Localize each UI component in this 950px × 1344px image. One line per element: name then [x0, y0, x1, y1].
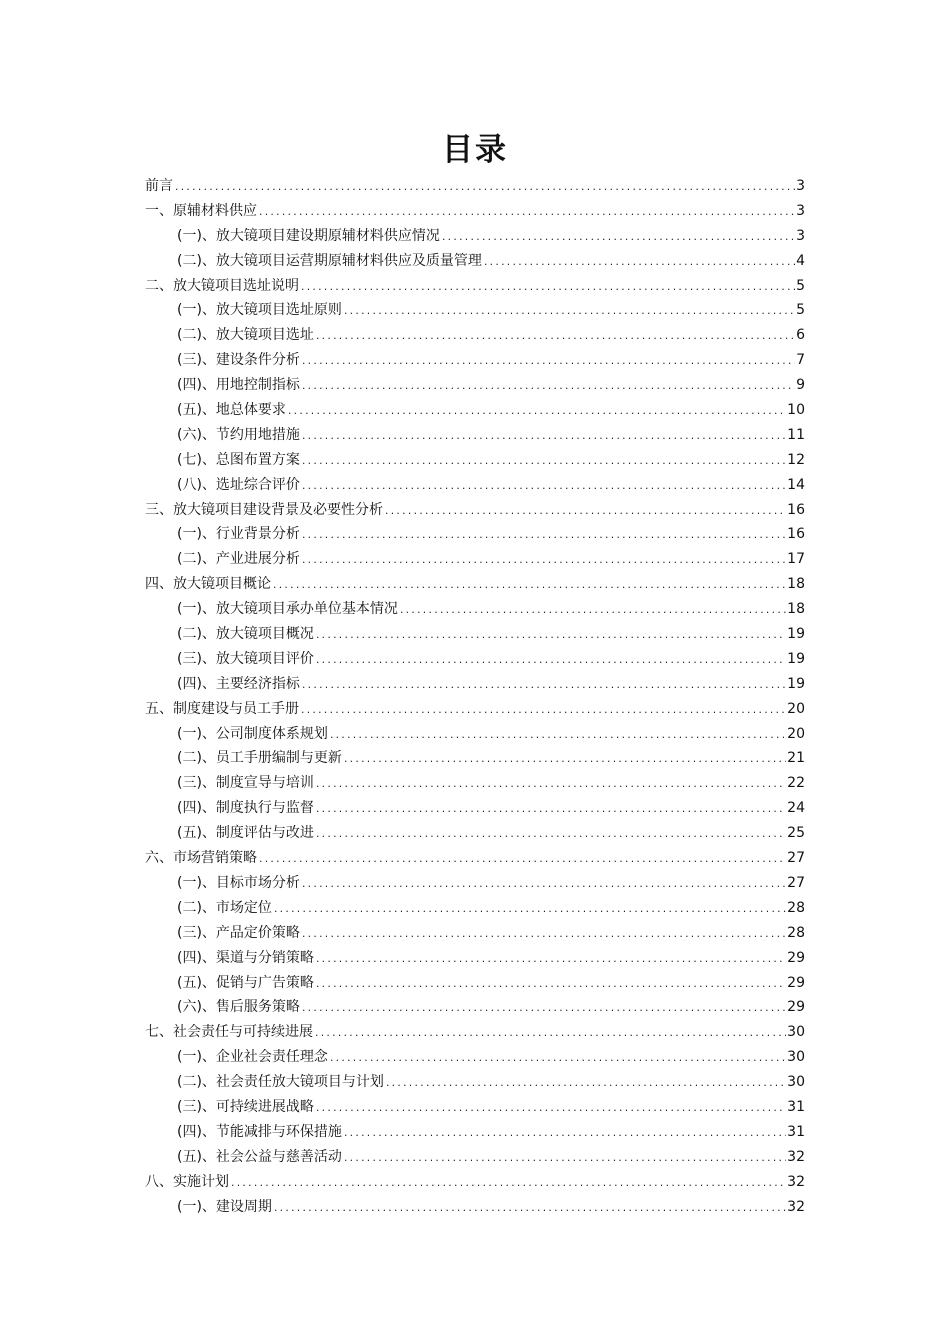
- dot-leader: [301, 475, 786, 500]
- toc-subentry[interactable]: [145, 1045, 805, 1070]
- toc-page-number: 19: [787, 650, 805, 667]
- toc-page-number: 17: [787, 551, 805, 568]
- dot-leader: [287, 400, 786, 425]
- toc-subentry[interactable]: [145, 871, 805, 896]
- toc-page-number: 7: [796, 352, 805, 369]
- toc-subentry[interactable]: [145, 1195, 805, 1220]
- toc-subentry[interactable]: [145, 323, 805, 348]
- toc-entry-label: (一)、建设周期: [177, 1198, 272, 1215]
- toc-entry-label: (一)、放大镜项目建设期原辅材料供应情况: [177, 227, 440, 244]
- toc-subentry[interactable]: [145, 398, 805, 423]
- dot-leader: [399, 599, 786, 624]
- dot-leader: [384, 500, 786, 525]
- dot-leader: [315, 948, 786, 973]
- toc-entry-label: (五)、促销与广告策略: [177, 974, 314, 991]
- toc-entry-label: 一、原辅材料供应: [145, 202, 257, 219]
- dot-leader: [315, 325, 795, 350]
- dot-leader: [315, 649, 786, 674]
- toc-entry[interactable]: [145, 274, 805, 299]
- dot-leader: [315, 973, 786, 998]
- toc-page-number: 9: [796, 377, 805, 394]
- toc-page-number: 32: [787, 1198, 805, 1215]
- toc-subentry[interactable]: [145, 473, 805, 498]
- dot-leader: [272, 574, 786, 599]
- dot-leader: [301, 674, 786, 699]
- toc-entry-label: (五)、地总体要求: [177, 402, 286, 419]
- dot-leader: [441, 226, 795, 251]
- toc-entry-label: (四)、用地控制指标: [177, 377, 300, 394]
- dot-leader: [300, 276, 795, 301]
- toc-subentry[interactable]: [145, 1120, 805, 1145]
- dot-leader: [174, 176, 795, 201]
- toc-entry-label: (二)、社会责任放大镜项目与计划: [177, 1074, 384, 1091]
- toc-subentry[interactable]: [145, 1070, 805, 1095]
- toc-subentry[interactable]: [145, 896, 805, 921]
- dot-leader: [343, 1122, 786, 1147]
- dot-leader: [301, 450, 786, 475]
- page-title: 目录: [442, 132, 508, 168]
- toc-page-number: 20: [787, 700, 805, 717]
- toc-entry[interactable]: [145, 174, 805, 199]
- toc-entry-label: (六)、售后服务策略: [177, 999, 300, 1016]
- toc-page-number: 20: [787, 725, 805, 742]
- toc-entry[interactable]: [145, 1170, 805, 1195]
- dot-leader: [301, 873, 786, 898]
- toc-subentry[interactable]: [145, 647, 805, 672]
- toc-subentry[interactable]: [145, 373, 805, 398]
- toc-entry-label: 五、制度建设与员工手册: [145, 700, 299, 717]
- toc-entry-label: (一)、放大镜项目承办单位基本情况: [177, 601, 398, 618]
- toc-subentry[interactable]: [145, 298, 805, 323]
- toc-entry[interactable]: [145, 846, 805, 871]
- toc-entry-label: 六、市场营销策略: [145, 850, 257, 867]
- toc-subentry[interactable]: [145, 821, 805, 846]
- toc-entry-label: (五)、社会公益与慈善活动: [177, 1148, 342, 1165]
- dot-leader: [258, 848, 786, 873]
- toc-subentry[interactable]: [145, 771, 805, 796]
- toc-page-number: 22: [787, 775, 805, 792]
- dot-leader: [258, 201, 795, 226]
- dot-leader: [343, 748, 786, 773]
- toc-entry-label: (三)、可持续进展战略: [177, 1098, 314, 1115]
- toc-entry[interactable]: [145, 199, 805, 224]
- toc-page-number: 28: [787, 899, 805, 916]
- dot-leader: [300, 699, 786, 724]
- toc-subentry[interactable]: [145, 1145, 805, 1170]
- toc-page-number: 29: [787, 949, 805, 966]
- dot-leader: [343, 1147, 786, 1172]
- toc-page-number: 27: [787, 850, 805, 867]
- toc-page-number: 32: [787, 1173, 805, 1190]
- toc-page-number: 30: [787, 1024, 805, 1041]
- toc-entry-label: (四)、主要经济指标: [177, 675, 300, 692]
- toc-subentry[interactable]: [145, 971, 805, 996]
- toc-entry-label: (二)、员工手册编制与更新: [177, 750, 342, 767]
- toc-entry-label: 七、社会责任与可持续进展: [145, 1024, 313, 1041]
- toc-page-number: 3: [796, 202, 805, 219]
- toc-entry-label: 四、放大镜项目概论: [145, 576, 271, 593]
- toc-subentry[interactable]: [145, 722, 805, 747]
- toc-page-number: 32: [787, 1148, 805, 1165]
- toc-subentry[interactable]: [145, 796, 805, 821]
- toc-subentry[interactable]: [145, 597, 805, 622]
- toc-subentry[interactable]: [145, 672, 805, 697]
- toc-subentry[interactable]: [145, 348, 805, 373]
- toc-entry-label: (四)、制度执行与监督: [177, 800, 314, 817]
- toc-page-number: 19: [787, 675, 805, 692]
- toc-entry-label: (三)、制度宣导与培训: [177, 775, 314, 792]
- toc-page-number: 24: [787, 800, 805, 817]
- toc-entry-label: (一)、放大镜项目选址原则: [177, 302, 342, 319]
- toc-entry[interactable]: [145, 572, 805, 597]
- toc-page-number: 4: [796, 252, 805, 269]
- dot-leader: [273, 1197, 786, 1222]
- toc-page-number: 5: [796, 277, 805, 294]
- toc-entry-label: (二)、放大镜项目概况: [177, 626, 314, 643]
- toc-entry-label: (三)、产品定价策略: [177, 924, 300, 941]
- table-of-contents: [145, 174, 805, 1219]
- dot-leader: [301, 997, 786, 1022]
- dot-leader: [301, 923, 786, 948]
- toc-entry-label: (二)、放大镜项目选址: [177, 327, 314, 344]
- toc-page-number: 10: [787, 402, 805, 419]
- toc-entry-label: (四)、节能减排与环保措施: [177, 1123, 342, 1140]
- dot-leader: [329, 724, 786, 749]
- dot-leader: [301, 350, 795, 375]
- toc-entry-label: (二)、产业进展分析: [177, 551, 300, 568]
- toc-page-number: 30: [787, 1074, 805, 1091]
- toc-entry-label: (一)、行业背景分析: [177, 526, 300, 543]
- toc-subentry[interactable]: [145, 448, 805, 473]
- dot-leader: [483, 251, 795, 276]
- dot-leader: [315, 798, 786, 823]
- toc-page-number: 12: [787, 451, 805, 468]
- toc-page-number: 3: [796, 227, 805, 244]
- toc-entry-label: 二、放大镜项目选址说明: [145, 277, 299, 294]
- toc-subentry[interactable]: [145, 522, 805, 547]
- toc-page-number: 19: [787, 626, 805, 643]
- dot-leader: [314, 1022, 786, 1047]
- toc-page-number: 21: [787, 750, 805, 767]
- toc-entry-label: (七)、总图布置方案: [177, 451, 300, 468]
- dot-leader: [343, 300, 795, 325]
- toc-entry-label: (八)、选址综合评价: [177, 476, 300, 493]
- toc-page-number: 29: [787, 974, 805, 991]
- toc-entry-label: 三、放大镜项目建设背景及必要性分析: [145, 501, 383, 518]
- toc-page-number: 16: [787, 526, 805, 543]
- toc-subentry[interactable]: [145, 921, 805, 946]
- toc-page-number: 25: [787, 825, 805, 842]
- toc-entry-label: (二)、放大镜项目运营期原辅材料供应及质量管理: [177, 252, 482, 269]
- toc-page-number: 5: [796, 302, 805, 319]
- dot-leader: [315, 823, 786, 848]
- toc-page-number: 18: [787, 601, 805, 618]
- toc-entry-label: 前言: [145, 178, 173, 194]
- toc-page-number: 14: [787, 476, 805, 493]
- toc-entry-label: (六)、节约用地措施: [177, 426, 300, 443]
- toc-entry[interactable]: [145, 1020, 805, 1045]
- dot-leader: [385, 1072, 786, 1097]
- toc-subentry[interactable]: [145, 946, 805, 971]
- dot-leader: [301, 425, 786, 450]
- toc-subentry[interactable]: [145, 746, 805, 771]
- toc-subentry[interactable]: [145, 249, 805, 274]
- dot-leader: [273, 898, 786, 923]
- dot-leader: [315, 773, 786, 798]
- toc-page-number: 30: [787, 1049, 805, 1066]
- toc-page-number: 28: [787, 924, 805, 941]
- toc-entry[interactable]: [145, 498, 805, 523]
- toc-entry-label: (二)、市场定位: [177, 899, 272, 916]
- toc-page-number: 11: [787, 426, 805, 443]
- toc-subentry[interactable]: [145, 547, 805, 572]
- toc-entry-label: (三)、建设条件分析: [177, 352, 300, 369]
- toc-entry-label: (三)、放大镜项目评价: [177, 650, 314, 667]
- toc-entry-label: (一)、企业社会责任理念: [177, 1049, 328, 1066]
- dot-leader: [301, 375, 795, 400]
- toc-subentry[interactable]: [145, 995, 805, 1020]
- toc-page-number: 6: [796, 327, 805, 344]
- toc-page-number: 31: [787, 1098, 805, 1115]
- toc-entry-label: (四)、渠道与分销策略: [177, 949, 314, 966]
- toc-page-number: 16: [787, 501, 805, 518]
- toc-entry-label: 八、实施计划: [145, 1173, 229, 1190]
- toc-page-number: 31: [787, 1123, 805, 1140]
- dot-leader: [329, 1047, 786, 1072]
- toc-entry-label: (一)、目标市场分析: [177, 874, 300, 891]
- toc-entry-label: (五)、制度评估与改进: [177, 825, 314, 842]
- dot-leader: [230, 1172, 786, 1197]
- dot-leader: [315, 624, 786, 649]
- dot-leader: [301, 524, 786, 549]
- toc-page-number: 3: [796, 178, 805, 194]
- dot-leader: [301, 549, 786, 574]
- toc-page-number: 27: [787, 874, 805, 891]
- toc-entry-label: (一)、公司制度体系规划: [177, 725, 328, 742]
- toc-subentry[interactable]: [145, 423, 805, 448]
- toc-entry[interactable]: [145, 697, 805, 722]
- toc-page-number: 29: [787, 999, 805, 1016]
- toc-subentry[interactable]: [145, 224, 805, 249]
- toc-subentry[interactable]: [145, 622, 805, 647]
- toc-subentry[interactable]: [145, 1095, 805, 1120]
- dot-leader: [315, 1097, 786, 1122]
- toc-page-number: 18: [787, 576, 805, 593]
